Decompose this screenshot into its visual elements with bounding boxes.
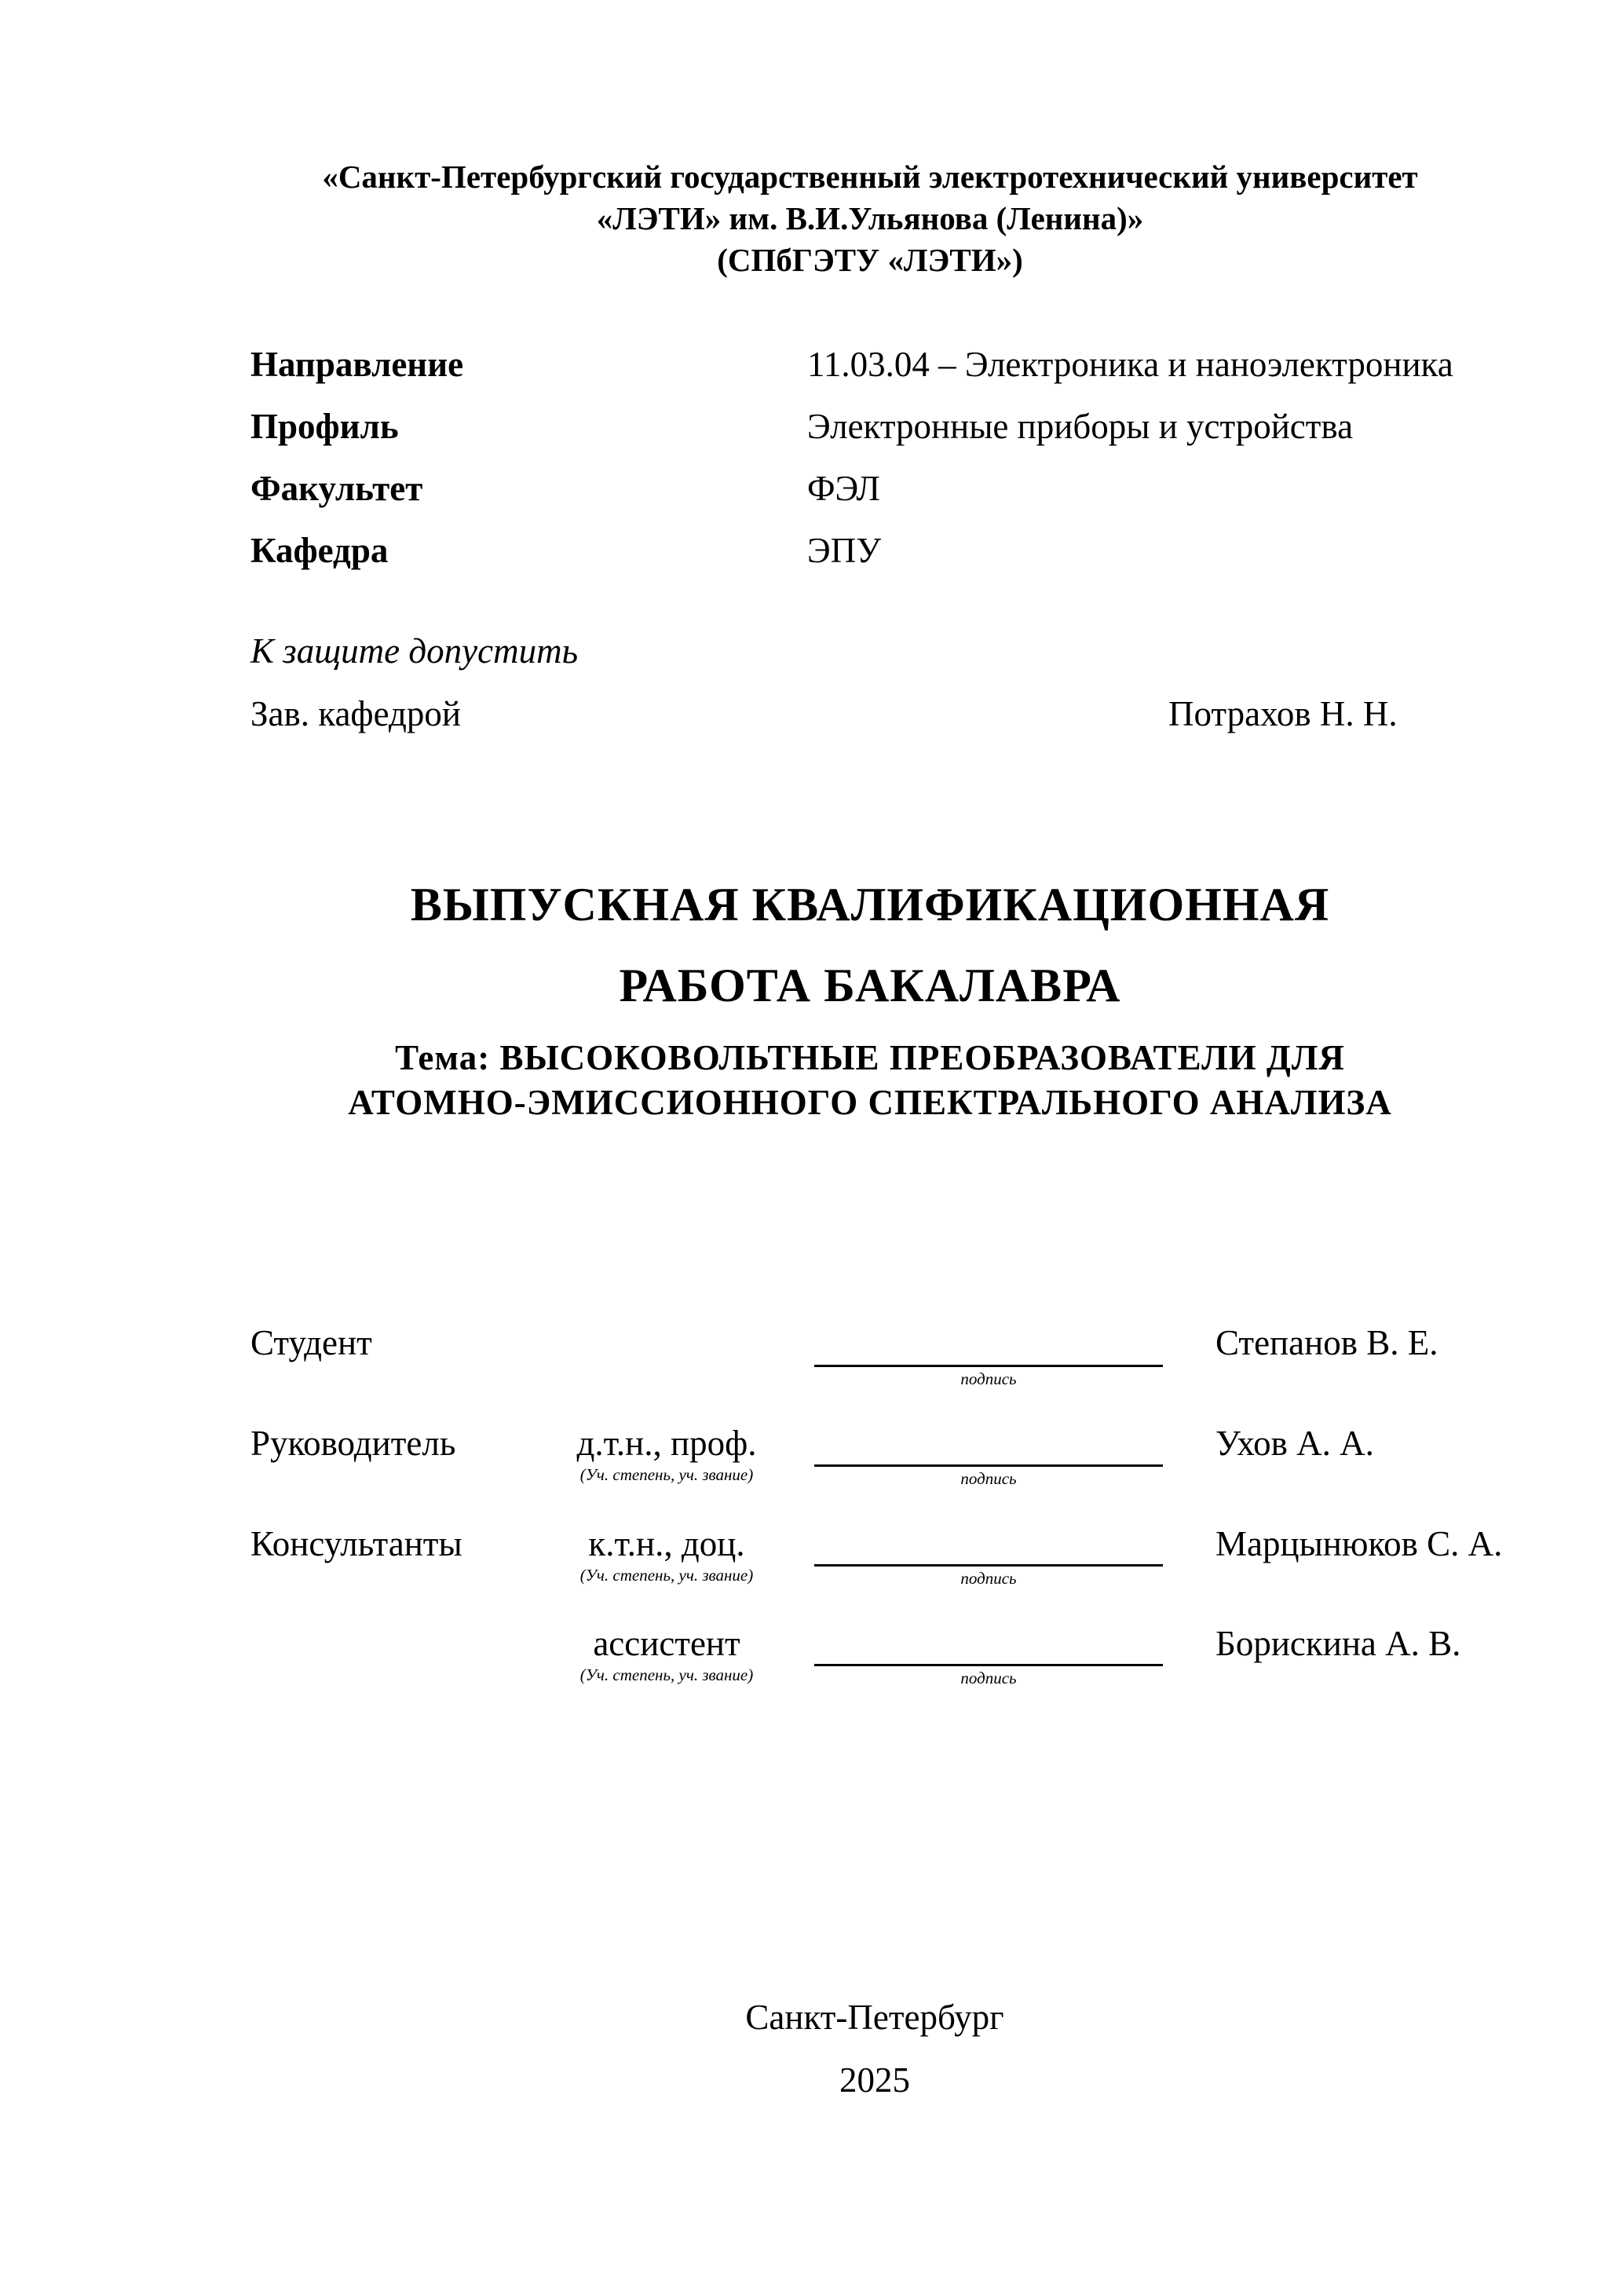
info-value-faculty: ФЭЛ xyxy=(807,469,880,508)
topic-line1: Тема: ВЫСОКОВОЛЬТНЫЕ ПРЕОБРАЗОВАТЕЛИ ДЛЯ xyxy=(395,1038,1345,1077)
rank-caption: (Уч. степень, уч. звание) xyxy=(579,1566,754,1585)
topic-line2: АТОМНО-ЭМИССИОННОГО СПЕКТРАЛЬНОГО АНАЛИЗА xyxy=(348,1083,1392,1122)
info-label-department: Кафедра xyxy=(250,531,389,570)
signature-rank: ассистент xyxy=(593,1624,740,1663)
footer-city: Санкт-Петербург xyxy=(745,1998,1004,2037)
info-value-profile: Электронные приборы и устройства xyxy=(807,407,1354,446)
rank-caption: (Уч. степень, уч. звание) xyxy=(579,1665,754,1684)
signature-line xyxy=(814,1365,1163,1367)
info-label-faculty: Факультет xyxy=(250,469,423,508)
footer-year: 2025 xyxy=(839,2060,910,2100)
info-value-direction: 11.03.04 – Электроника и наноэлектроника xyxy=(807,345,1453,384)
title-line2: РАБОТА БАКАЛАВРА xyxy=(619,960,1121,1011)
signature-role: Консультанты xyxy=(250,1524,462,1563)
signature-name: Марцынюков С. А. xyxy=(1215,1524,1503,1563)
title-line1: ВЫПУСКНАЯ КВАЛИФИКАЦИОННАЯ xyxy=(410,879,1330,930)
university-name-line2: «ЛЭТИ» им. В.И.Ульянова (Ленина)» xyxy=(596,200,1144,236)
signature-rank: к.т.н., доц. xyxy=(588,1524,745,1563)
signature-name: Борискина А. В. xyxy=(1215,1624,1461,1663)
approval-caption: К защите допустить xyxy=(250,631,579,671)
info-label-profile: Профиль xyxy=(250,407,399,446)
signature-line xyxy=(814,1564,1163,1567)
university-abbreviation: (СПбГЭТУ «ЛЭТИ») xyxy=(717,242,1023,278)
signature-caption: подпись xyxy=(960,1669,1017,1687)
approval-name: Потрахов Н. Н. xyxy=(1168,694,1398,733)
signature-caption: подпись xyxy=(960,1569,1017,1588)
signature-role: Студент xyxy=(250,1323,372,1362)
signature-name: Степанов В. Е. xyxy=(1215,1323,1438,1362)
signature-caption: подпись xyxy=(960,1369,1017,1388)
signature-line xyxy=(814,1664,1163,1666)
signature-name: Ухов А. А. xyxy=(1215,1424,1374,1463)
signature-role: Руководитель xyxy=(250,1424,456,1463)
info-value-department: ЭПУ xyxy=(807,531,882,570)
university-name-line1: «Санкт-Петербургский государственный электротехнический университет xyxy=(322,159,1418,195)
info-label-direction: Направление xyxy=(250,345,464,384)
signature-caption: подпись xyxy=(960,1469,1017,1488)
signature-line xyxy=(814,1464,1163,1467)
rank-caption: (Уч. степень, уч. звание) xyxy=(579,1465,754,1484)
approval-position: Зав. кафедрой xyxy=(250,694,461,733)
signature-rank: д.т.н., проф. xyxy=(576,1424,757,1463)
